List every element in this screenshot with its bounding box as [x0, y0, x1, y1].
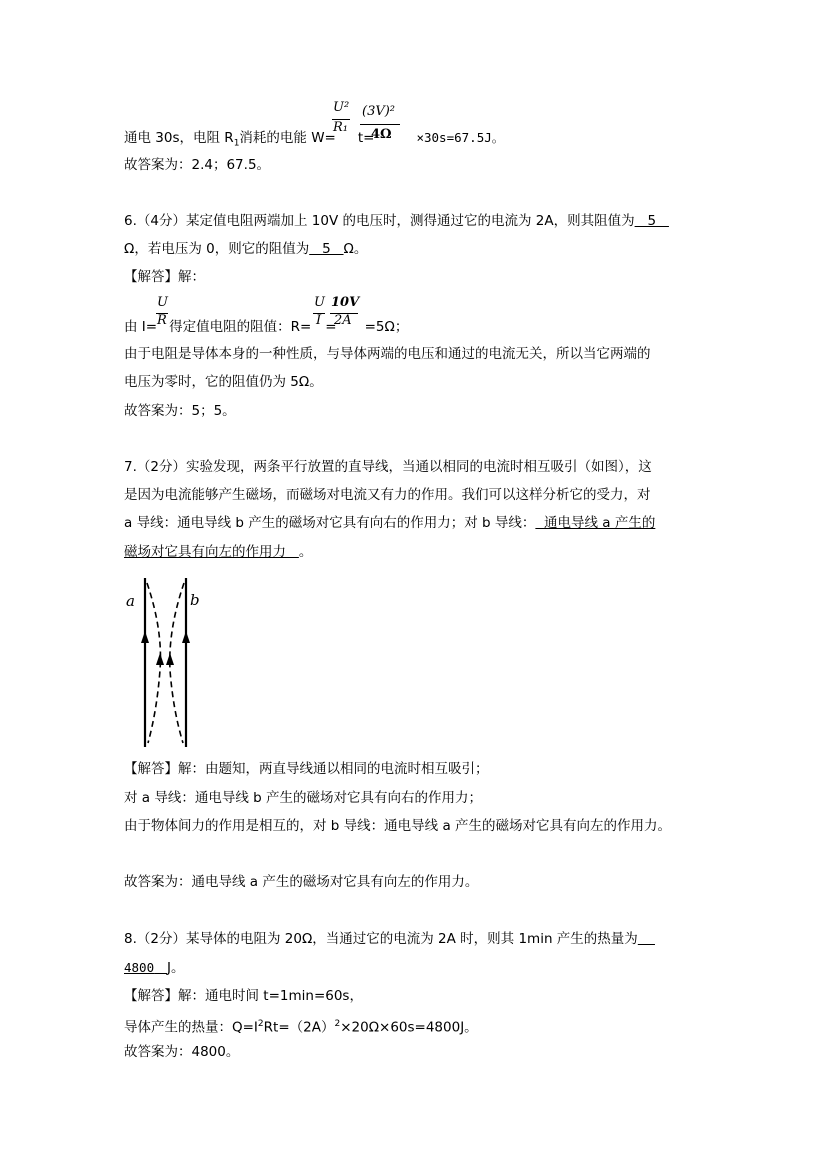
- fraction-numerator: U²: [333, 100, 350, 115]
- parallel-wires-figure: [120, 575, 210, 754]
- q6-solution-label: 【解答】解：: [124, 269, 205, 285]
- q7-solution-line2: 对 a 导线：通电导线 b 产生的磁场对它具有向右的作用力；: [124, 790, 483, 806]
- fraction-numerator: U: [157, 295, 168, 310]
- q6-stem-line1: 6.（4分）某定值电阻两端加上 10V 的电压时，测得通过它的电流为 2A，则其阻值为 5: [124, 213, 669, 229]
- q7-stem-line1: 7.（2分）实验发现，两条平行放置的直导线，当通以相同的电流时相互吸引（如图），这: [124, 459, 652, 475]
- q7-solution-line1: 【解答】解：由题知，两直导线通以相同的电流时相互吸引；: [124, 761, 489, 777]
- fraction-denominator: 2A: [334, 313, 352, 328]
- q8-solution-line1: 【解答】解：通电时间 t=1min=60s，: [124, 988, 363, 1004]
- fraction-denominator: R₁: [333, 120, 348, 135]
- fraction-denominator: I: [316, 313, 322, 328]
- fraction-numerator: U: [314, 295, 325, 310]
- q8-solution-line2: 导体产生的热量：$Q=I^2Rt=(2A)^2\times 20\Omega\times 60s=4800J$。: [124, 1019, 478, 1036]
- q8-answer: 故答案为：4800。: [124, 1044, 240, 1060]
- wire-b-label: b: [190, 591, 200, 609]
- q7-stem-line2: 是因为电流能够产生磁场，而磁场对电流又有力的作用。我们可以这样分析它的受力，对: [124, 487, 651, 503]
- q6-formula-line: 由 I= 得定值电阻的阻值：R= = =5Ω；: [124, 319, 409, 335]
- q6-answer: 故答案为：5；5。: [124, 403, 236, 419]
- fraction-bar: [360, 124, 400, 125]
- fraction-numerator: 10V: [331, 295, 360, 310]
- q8-stem-line1: 8.（2分）某导体的电阻为 20Ω，当通过它的电流为 2A 时，则其 1min 产生的热量为: [124, 931, 638, 947]
- q6-stem-line2: Ω，若电压为 0，则它的阻值为 5 Ω。: [124, 241, 368, 257]
- q5-energy-line: 通电 30s，电阻 $R_1$消耗的电能 W= t= ×30s=67.5J。: [124, 130, 505, 149]
- q6-explain-line1: 由于电阻是导体本身的一种性质，与导体两端的电压和通过的电流无关，所以当它两端的: [124, 346, 651, 362]
- q8-stem-line2: 4800 J。: [124, 960, 185, 976]
- wire-a-label: a: [126, 592, 135, 610]
- q5-answer: 故答案为：2.4；67.5。: [124, 157, 271, 173]
- q7-stem-line3: a 导线：通电导线 b 产生的磁场对它具有向右的作用力；对 b 导线： 通电导线 a 产生的: [124, 515, 656, 531]
- fraction-denominator: 4Ω: [371, 127, 392, 142]
- q6-explain-line2: 电压为零时，它的阻值仍为 5Ω。: [124, 374, 323, 390]
- fraction-numerator: (3V)²: [362, 104, 396, 119]
- q7-answer: 故答案为：通电导线 a 产生的磁场对它具有向左的作用力。: [124, 874, 479, 890]
- q7-solution-line3: 由于物体间力的作用是相互的，对 b 导线：通电导线 a 产生的磁场对它具有向左的作用力。: [124, 818, 672, 834]
- q7-stem-line4: 磁场对它具有向左的作用力 。: [124, 544, 313, 560]
- fraction-denominator: R: [157, 313, 167, 328]
